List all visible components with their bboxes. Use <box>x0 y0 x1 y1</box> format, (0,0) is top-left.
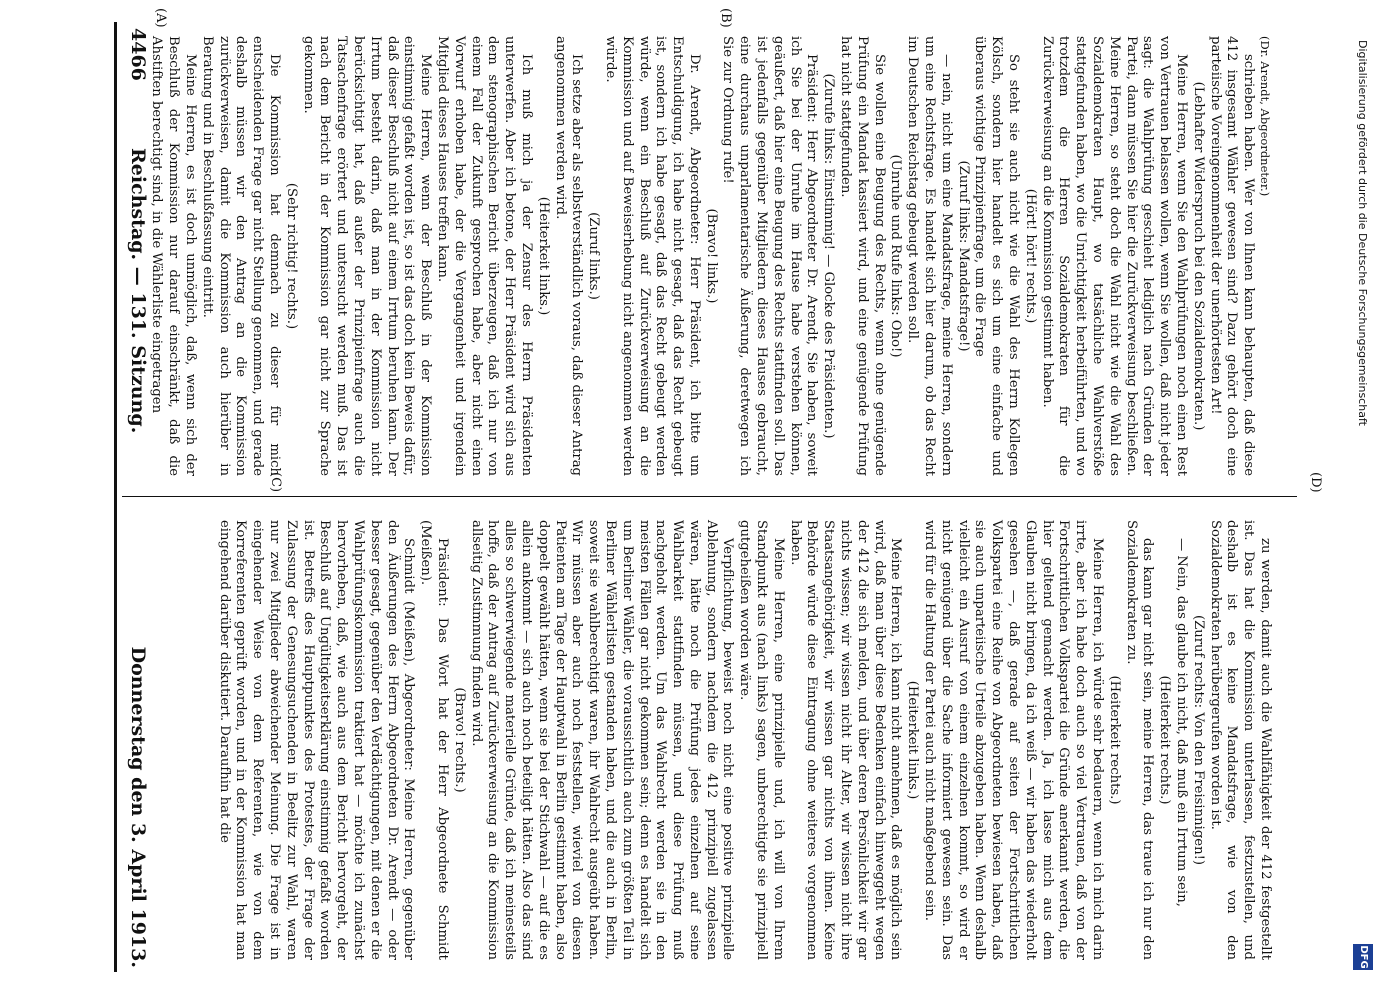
right-column-paragraph: Meine Herren, ich würde sehr bedauern, wenn ich mich darin irrte, aber ich habe doch auch so viel Vertrauen, daß von der Fortschrittlichen Volkspartei die Gründe anerkannt werden, die hier geltend gemacht werden. Ja, ich lasse mich aus dem Glauben nicht bringen, da ich weiß — wir haben das wiederholt gesehen —, daß gerade auf seiten der Fortschrittlichen Volkspartei eine Reihe von Abgeordneten bewiesen haben, daß sie auch unparteiische Urteile abzugeben haben. Wenn deshalb vielleicht ein Ausruf von einem einzelnen kommt, so wird er nicht genügend über die Sache informiert gewesen sein. Das wird für die Haltung der Partei auch nicht maßgebend sein. <box>922 520 1106 960</box>
right-column-paragraph: (Zuruf rechts: Von den Freisinnigen!) <box>1190 614 1206 866</box>
left-column-paragraph: Ich setze aber als selbstverständlich voraus, daß dieser Antrag angenommen werden wird. <box>552 36 585 476</box>
left-column-paragraph: Ich muß mich ja der Zensur des Herrn Präsidenten unterwerfen. Aber ich betone, der Herr Präsident wird sich aus dem stenographischen Bericht überzeugen, daß ich nur von einem Fall der Zukunft gesprochen habe, aber nicht einen Vorwurf erhoben habe, der die Vergangenheit und irgendein Mitglied dieses Hauses treffen kann. <box>434 36 534 476</box>
left-column-paragraph: Dr. Arendt, Abgeordneter: Herr Präsident, ich bitte um Entschuldigung, ich habe nicht gesagt, daß das Recht gebeugt ist, sondern ich habe gesagt, daß das Recht gebeugt werden würde, wenn ein Beschluß auf Zurückverweisung an die Kommission und auf Beweiserhebung nicht angenommen werden würde. <box>602 36 702 476</box>
right-column-paragraph: (Heiterkeit links.) <box>905 680 921 800</box>
left-column-paragraph: (Zurufe links: Einstimmig! — Glocke des Präsidenten.) <box>821 73 837 439</box>
left-column-paragraph: Die Kommission hat demnach zu dieser für mich entscheidenden Frage gar nicht Stellung genommen, und gerade deshalb müssen wir den Antrag an die Kommission zurückverweisen, damit die Kommission auch hierüber in Beratung und in Beschlußfassung eintritt. <box>199 36 282 476</box>
right-column-paragraph: Meine Herren, ich kann nicht annehmen, daß es möglich sein wird, daß man über diese Bedenken einfach hinweggeht wegen der 412 die sich melden, und über deren Persönlichkeit wir gar nichts wissen; wir wissen nicht ihr Alter, wir wissen nicht ihre Staatsangehörigkeit, wir wissen gar nichts von ihnen. Keine Behörde würde diese Eintragung ohne weiteres vorgenommen haben. <box>787 520 904 960</box>
right-column-paragraph: Präsident: Das Wort hat der Herr Abgeordnete Schmidt (Meißen). <box>418 520 450 960</box>
right-column-paragraph: Meine Herren, eine prinzipielle und, ich will von Ihrem Standpunkt aus (nach links) sagen, unberechtigte sie prinzipiell gutgeheißen worden wäre. <box>737 520 786 960</box>
left-column-paragraph: schrieben haben. Wer von Ihnen kann behaupten, daß diese 412 insgesamt Wähler gewesen sind? Dazu gehört doch eine parteiische Voreingenommenheit der unerhörtesten Art! <box>1207 36 1257 476</box>
page-number: 4466 <box>127 28 149 81</box>
text-column-right <box>158 520 1273 960</box>
right-column-paragraph: (Bravo! rechts.) <box>451 687 467 793</box>
dfg-logo-icon: DFG <box>1353 944 1373 970</box>
left-column-paragraph: (Dr. Arendt, Abgeordneter.) <box>1258 36 1272 197</box>
margin-marker-c: (C) <box>268 472 283 493</box>
left-column-paragraph: Meine Herren, es ist doch unmöglich, daß, wenn sich der Beschluß der Kommission nur darauf einschränkt, daß die Ahstiften berechtigt sind, in die Wählerliste eingetragen <box>149 36 198 476</box>
left-column-paragraph: Sie wollen eine Beugung des Rechts, wenn ohne genügende Prüfung ein Mandat kassiert wird, und eine genügende Prüfung hat nicht stattgefunden. <box>838 36 887 476</box>
column-divider <box>122 496 1297 497</box>
header-rule <box>114 22 117 972</box>
left-column-paragraph: (Zuruf links: Mandatsfrage!) <box>955 160 971 352</box>
session-date: Donnerstag den 3. April 1913. <box>127 646 149 968</box>
left-column-paragraph: Präsident: Herr Abgeordneter Dr. Arendt, Sie haben, soweit ich Sie bei der Unruhe im Hause habe verstehen können, geäußert, daß hier eine Beugung des Rechts stattfinden soll. Das ist jedenfalls gegenüber Mitgliedern dieses Hauses gebraucht, eine durchaus unparlamentarische Äußerung, deretwegen ich Sie zur Ordnung rufe! <box>720 36 820 476</box>
left-column-paragraph: Meine Herren, wenn Sie den Wahlprüfungen noch einen Rest von Vertrauen belassen wollen, wenn Sie wollen, daß nicht jeder sagt: die Wahlprüfung geschieht lediglich nach Gründen der Partei, dann müssen Sie hier die Zurückverweisung beschließen. Meine Herren, so steht doch die Wahl nicht wie die Wahl des Sozialdemokraten Haupt, wo tatsächliche Wahlverstöße stattgefunden haben, wo die Unrichtigkeit herbeiführten, und wo trotzdem die Herren Sozialdemokraten für die Zurückverweisung an die Kommission gestimmt haben. <box>1039 36 1190 476</box>
right-column-paragraph: (Heiterkeit rechts.) <box>1106 675 1122 805</box>
left-column-paragraph: (Bravo! links.) <box>703 208 719 304</box>
right-column-paragraph: (Heiterkeit rechts.) <box>1157 675 1173 805</box>
left-column-paragraph: (Lebhafter Widerspruch bei den Sozialdemokraten.) <box>1190 81 1206 431</box>
left-column-paragraph: (Unruhe und Rufe links: Oho!) <box>888 154 904 358</box>
right-column-paragraph: — Nein, das glaube ich nicht, daß muß ein Irrtum sein, <box>1174 538 1190 907</box>
left-column-paragraph: (Heiterkeit links.) <box>535 196 551 316</box>
right-column-paragraph: Schmidt (Meißen), Abgeordneter: Meine Herren, gegenüber den Äußerungen des Herrn Abgeordneten Dr. Arendt — oder besser gesagt, gegenüber den Verdächtigungen, mit denen er die Wahlprüfungskommission traktiert hat — möchte ich zunächst hervorheben, daß, wie auch aus dem Bericht hervorgeht, der Beschluß auf Ungültigkeitserklärung einstimmig gefaßt worden ist. Betreffs des Hauptpunktes des Protestes, der Frage der Zulassung der Genesungsuchenden in Beelitz zur Wahl, waren nur zwei Mitglieder abweichender Meinung. Die Frage ist in eingehender Weise von dem Referenten, wie von dem Korreferenten geprüft worden, und in der Kommission hat man eingehend darüber diskutiert. Daraufhin hat die <box>216 520 417 960</box>
margin-marker-a: (A) <box>153 8 168 28</box>
digitization-credit: Digitalisierung gefördert durch die Deutsche Forschungsgemeinschaft <box>1356 40 1369 426</box>
left-column-paragraph: Meine Herren, wenn der Beschluß in der Kommission einstimmig gefaßt worden ist, so ist das doch kein Beweis dafür, daß dieser Beschluß nicht auf einem Irrtum beruhen kann. Der Irrtum besteht darin, daß man in der Kommission nicht berücksichtigt hat, daß außer der Prinzipienfrage auch die Tatsachenfrage erörtert und untersucht werden muß. Das ist nach dem Bericht in der Kommission gar nicht zur Sprache gekommen. <box>300 36 434 476</box>
left-column-paragraph: So steht sie auch nicht wie die Wahl des Herrn Kollegen Kölsch, sondern hier handelt es sich um eine einfache und überaus wichtige Prinzipienfrage, um die Frage <box>972 36 1022 476</box>
left-column-paragraph: (Zuruf links.) <box>586 212 602 300</box>
left-column-paragraph: (Sehr richtig! rechts.) <box>283 182 299 330</box>
digitization-footer <box>1351 40 1373 970</box>
left-column-paragraph: (Hört! hört! rechts.) <box>1022 188 1038 324</box>
left-column-paragraph: — nein, nicht um eine Mandatsfrage, meine Herren, sondern um eine Rechtsfrage. Es handelt sich hier darum, ob das Recht im Deutschen Reichstag gebeugt werden soll. <box>905 36 954 476</box>
right-column-paragraph: zu werden, damit auch die Wahlfähigkeit der 412 festgestellt ist. Das hat die Kommission unterlassen, festzustellen, und deshalb ist es keine Mandatsfrage, wie von den Sozialdemokraten herübergerufen worden ist. <box>1207 520 1273 960</box>
margin-marker-d: (D) <box>1308 472 1323 493</box>
session-title: Reichstag. — 131. Sitzung. <box>127 148 149 434</box>
text-column-left <box>149 36 1273 476</box>
margin-marker-b: (B) <box>718 8 733 28</box>
right-column-paragraph: das kann gar nicht sein, meine Herren, das traue ich nur den Sozialdemokraten zu. <box>1123 520 1156 960</box>
right-column-paragraph: Verpflichtung, beweist noch nicht eine positive prinzipielle Ablehnung, sondern nachdem die 412 prinzipiell zugelassen wären, hätte noch die Prüfung jedes einzelnen auf seine Wahlbarkeit stattfinden müssen, und diese Prüfung muß nachgeholt werden. Um das Wahlrecht werden sie in den meisten Fällen gar nicht gekommen sein; denn es handelt sich um Berliner Wähler, die voraussichtlich auch zum größten Teil in Berliner Wählerlisten gestanden haben, und die auch in Berlin, soweit sie wahlberechtigt waren, ihr Wahlrecht ausgeübt haben. Wir müssen aber auch noch feststellen, wieviel von diesen Patienten am Tage der Hauptwahl in Berlin gestimmt haben, also doppelt gewählt hätten, wenn sie bei der Stichwahl — auf die es allein ankommt — sich auch noch beteiligt hätten. Also das sind alles so schwerwiegende materielle Gründe, daß ich meinesteils hoffe, daß der Antrag auf Zurückverweisung an die Kommission allseitig Zustimmung finden wird. <box>468 520 736 960</box>
